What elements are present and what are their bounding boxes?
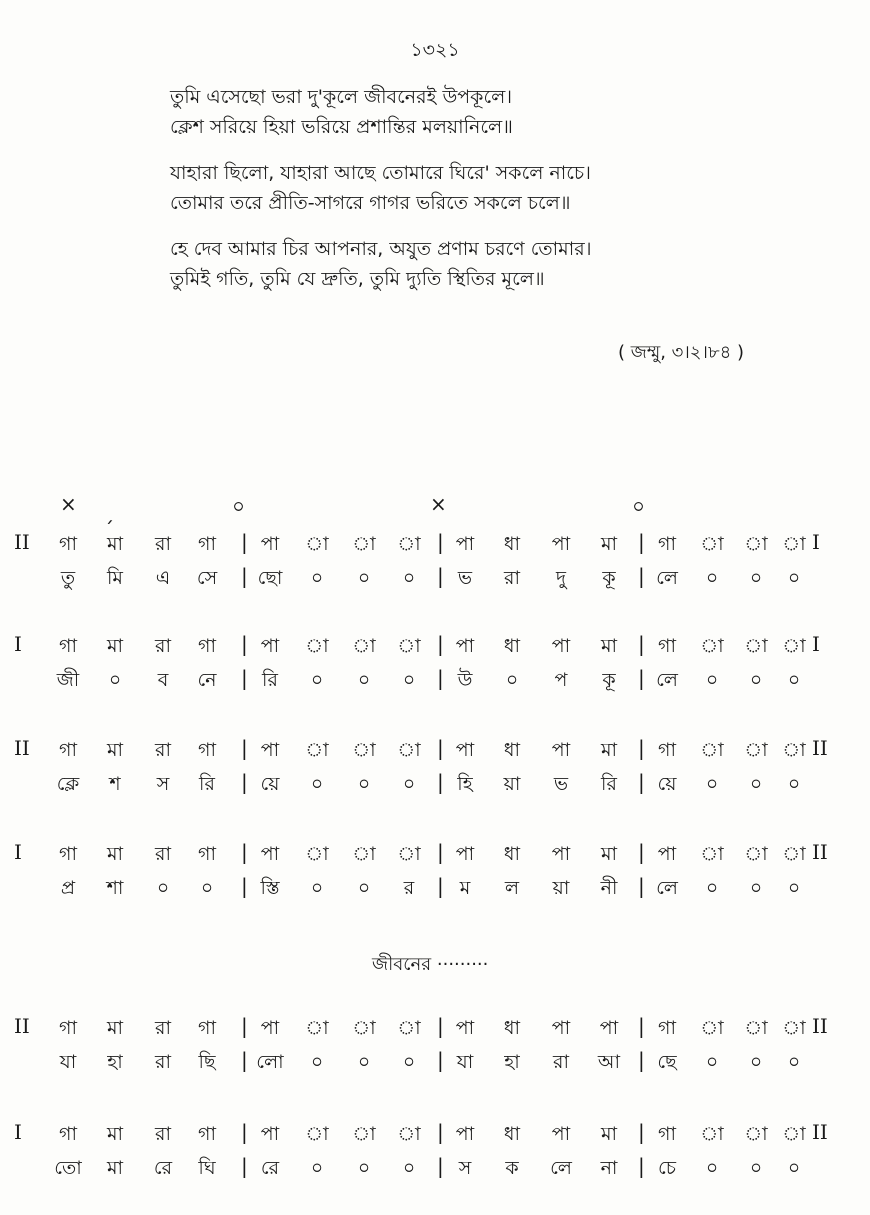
lyric-syllable: লে xyxy=(656,567,678,589)
swara-note: া xyxy=(352,1123,376,1145)
swara-note: া xyxy=(700,533,724,555)
lyric-syllable: ০ xyxy=(357,877,371,899)
swara-note: পা xyxy=(599,1017,619,1039)
lyric-syllable: ছো xyxy=(257,567,283,589)
bar-divider: | xyxy=(241,1154,248,1178)
swara-note: গা xyxy=(59,843,77,865)
bar-divider: | xyxy=(241,1120,248,1144)
section-caption: জীবনের ········· xyxy=(372,954,489,975)
lyric-syllable: ০ xyxy=(357,669,371,691)
lyric-syllable: হি xyxy=(457,773,473,795)
swara-note: া xyxy=(744,843,768,865)
notation-system xyxy=(0,1120,870,1190)
lyric-syllable: ক xyxy=(505,1157,519,1179)
notation-system xyxy=(0,736,870,806)
swara-note: া xyxy=(305,739,329,761)
swara-note: পা xyxy=(260,1017,280,1039)
swara-row xyxy=(0,736,870,768)
lyric-line: যাহারা ছিলো, যাহারা আছে তোমারে ঘিরে' সকলে নাচে। xyxy=(170,162,591,184)
start-barline: I xyxy=(14,632,22,656)
swara-note: পা xyxy=(260,533,280,555)
swara-note: া xyxy=(782,739,806,761)
lyric-syllable: উ xyxy=(457,669,473,691)
swara-note: া xyxy=(305,1123,329,1145)
end-barline: II xyxy=(812,736,828,760)
bar-divider: | xyxy=(638,736,645,760)
lyric-syllable: ০ xyxy=(749,669,763,691)
lyric-syllable: না xyxy=(600,1157,618,1179)
swara-note: গা xyxy=(658,1123,676,1145)
lyric-syllable: লে xyxy=(656,877,678,899)
swara-note: া xyxy=(352,533,376,555)
swara-note: া xyxy=(782,1017,806,1039)
lyric-line: তুমি এসেছো ভরা দু'কূলে জীবনেরই উপকূলে। xyxy=(170,86,513,108)
lyric-syllable: ০ xyxy=(357,1157,371,1179)
swara-note: গা xyxy=(59,739,77,761)
swara-note: া xyxy=(305,1017,329,1039)
bar-divider: | xyxy=(241,874,248,898)
swara-note: গা xyxy=(198,1123,216,1145)
lyric-syllable: ০ xyxy=(787,1051,801,1073)
lyric-line: তুমিই গতি, তুমি যে দ্রুতি, তুমি দ্যুতি স্থিতির মূলে॥ xyxy=(170,268,545,290)
tala-mark-khali: ০ xyxy=(632,494,646,518)
bar-divider: | xyxy=(638,840,645,864)
swara-note: া xyxy=(352,1017,376,1039)
bar-divider: | xyxy=(437,1048,444,1072)
bar-divider: | xyxy=(241,736,248,760)
lyric-syllable: হা xyxy=(504,1051,520,1073)
swara-note: পা xyxy=(260,635,280,657)
swara-note: রা xyxy=(155,843,171,865)
swara-note: রা xyxy=(155,1123,171,1145)
swara-note: া xyxy=(782,533,806,555)
lyric-syllable: র xyxy=(403,877,415,899)
notation-system xyxy=(0,632,870,702)
swara-row xyxy=(0,1014,870,1046)
lyric-syllable: কূ xyxy=(602,567,616,589)
swara-note: া xyxy=(397,1017,421,1039)
swara-row xyxy=(0,632,870,664)
start-barline: II xyxy=(14,530,30,554)
swara-note: রা xyxy=(155,1017,171,1039)
swara-row xyxy=(0,840,870,872)
lyric-line: ক্লেশ সরিয়ে হিয়া ভরিয়ে প্রশান্তির মলয়ানিলে॥ xyxy=(170,116,513,138)
lyric-syllable: ০ xyxy=(749,773,763,795)
lyric-line: হে দেব আমার চির আপনার, অযুত প্রণাম চরণে তোমার। xyxy=(170,238,592,260)
swara-note: পা xyxy=(551,1017,571,1039)
bar-divider: | xyxy=(437,632,444,656)
lyric-syllable: লো xyxy=(256,1051,284,1073)
swara-note: ধা xyxy=(503,1123,521,1145)
lyric-syllable: ০ xyxy=(705,669,719,691)
lyric-syllable: ০ xyxy=(402,1051,416,1073)
swara-note: মা xyxy=(600,1123,618,1145)
lyric-syllable: যা xyxy=(59,1051,77,1073)
lyric-syllable: ০ xyxy=(402,1157,416,1179)
swara-note: গা xyxy=(59,1017,77,1039)
bar-divider: | xyxy=(241,770,248,794)
swara-note: া xyxy=(744,1017,768,1039)
end-barline: I xyxy=(812,632,820,656)
lyric-syllable: ০ xyxy=(310,567,324,589)
stanza-2 xyxy=(170,158,810,218)
bar-divider: | xyxy=(437,666,444,690)
swara-note: া xyxy=(700,739,724,761)
swara-note: ধা xyxy=(503,843,521,865)
swara-note: া xyxy=(305,843,329,865)
lyric-syllable: এ xyxy=(155,567,171,589)
lyric-row xyxy=(0,564,870,596)
lyric-line: তোমার তরে প্রীতি-সাগরে গাগর ভরিতে সকলে চলে॥ xyxy=(170,192,571,214)
swara-note: পা xyxy=(551,1123,571,1145)
swara-note: া xyxy=(352,635,376,657)
swara-note: পা xyxy=(260,739,280,761)
end-barline: II xyxy=(812,840,828,864)
swara-note: পা xyxy=(551,843,571,865)
lyric-syllable: ল xyxy=(504,877,520,899)
lyric-syllable: ০ xyxy=(156,877,170,899)
swara-note: পা xyxy=(455,1017,475,1039)
lyric-syllable: ০ xyxy=(705,1051,719,1073)
bar-divider: | xyxy=(437,770,444,794)
swara-note: পা xyxy=(455,1123,475,1145)
lyric-syllable: ০ xyxy=(357,1051,371,1073)
bar-divider: | xyxy=(638,530,645,554)
swara-note: গা xyxy=(59,533,77,555)
lyric-syllable: ০ xyxy=(310,1157,324,1179)
lyric-syllable: ০ xyxy=(749,1051,763,1073)
lyric-syllable: কূ xyxy=(602,669,616,691)
lyric-syllable: রা xyxy=(155,1051,171,1073)
lyric-row xyxy=(0,1048,870,1080)
lyric-syllable: ০ xyxy=(705,1157,719,1179)
swara-note: মা xyxy=(106,635,124,657)
date-note: ( জম্মু, ৩।২।৮৪ ) xyxy=(618,342,745,363)
end-barline: II xyxy=(812,1120,828,1144)
bar-divider: | xyxy=(241,1048,248,1072)
lyric-syllable: নে xyxy=(197,669,217,691)
lyric-syllable: ০ xyxy=(505,669,519,691)
lyric-syllable: রি xyxy=(601,773,617,795)
lyric-row xyxy=(0,770,870,802)
lyric-syllable: দু xyxy=(556,567,566,589)
swara-note: পা xyxy=(455,843,475,865)
lyric-syllable: চে xyxy=(658,1157,676,1179)
swara-note: মা xyxy=(106,1123,124,1145)
swara-note: া xyxy=(305,635,329,657)
swara-note: া xyxy=(700,843,724,865)
swara-note: া xyxy=(700,1017,724,1039)
lyric-syllable: জী xyxy=(56,669,80,691)
bar-divider: | xyxy=(437,1014,444,1038)
swara-note: গা xyxy=(198,635,216,657)
lyric-syllable: ০ xyxy=(310,773,324,795)
swara-note: ধা xyxy=(503,1017,521,1039)
swara-note: া xyxy=(782,843,806,865)
lyric-syllable: রি xyxy=(199,773,215,795)
swara-note: া xyxy=(700,1123,724,1145)
lyric-syllable: প্র xyxy=(60,877,76,899)
swara-note: পা xyxy=(551,533,571,555)
lyric-row xyxy=(0,666,870,698)
bar-divider: | xyxy=(638,1014,645,1038)
start-barline: II xyxy=(14,1014,30,1038)
stanza-1 xyxy=(170,82,810,142)
swara-note: পা xyxy=(551,635,571,657)
bar-divider: | xyxy=(241,564,248,588)
bar-divider: | xyxy=(241,666,248,690)
lyric-row xyxy=(0,1154,870,1186)
bar-divider: | xyxy=(437,530,444,554)
lyric-syllable: ছি xyxy=(198,1051,216,1073)
swara-note: ধা xyxy=(503,533,521,555)
swara-note: পা xyxy=(551,739,571,761)
lyric-syllable: ০ xyxy=(787,1157,801,1179)
lyric-syllable: ০ xyxy=(705,877,719,899)
swara-note: মা xyxy=(600,843,618,865)
bar-divider: | xyxy=(241,1014,248,1038)
lyric-syllable: ০ xyxy=(402,669,416,691)
bar-divider: | xyxy=(241,840,248,864)
start-barline: I xyxy=(14,1120,22,1144)
lyric-syllable: রি xyxy=(262,669,278,691)
lyric-syllable: ০ xyxy=(402,567,416,589)
tala-mark-sam: × xyxy=(60,492,77,516)
swara-note: গা xyxy=(658,635,676,657)
end-barline: II xyxy=(812,1014,828,1038)
swara-note: পা xyxy=(260,1123,280,1145)
lyric-syllable: ০ xyxy=(749,877,763,899)
lyric-syllable: নী xyxy=(600,877,618,899)
tala-mark-khali: ০ xyxy=(232,494,246,518)
bar-divider: | xyxy=(241,632,248,656)
lyric-syllable: তো xyxy=(54,1157,82,1179)
end-barline: I xyxy=(812,530,820,554)
bar-divider: | xyxy=(638,1048,645,1072)
swara-note: গা xyxy=(59,1123,77,1145)
lyric-syllable: ০ xyxy=(705,773,719,795)
lyric-syllable: রা xyxy=(553,1051,569,1073)
swara-note: গা xyxy=(198,533,216,555)
swara-note: া xyxy=(397,739,421,761)
swara-note: া xyxy=(352,739,376,761)
lyric-syllable: ঘি xyxy=(198,1157,216,1179)
bar-divider: | xyxy=(638,770,645,794)
lyric-syllable: য়া xyxy=(503,773,521,795)
notation-system xyxy=(0,530,870,600)
swara-note: পা xyxy=(455,739,475,761)
lyric-syllable: লে xyxy=(550,1157,572,1179)
swara-note: া xyxy=(744,533,768,555)
lyric-syllable: ০ xyxy=(749,567,763,589)
lyric-syllable: স xyxy=(156,773,170,795)
lyric-syllable: আ xyxy=(597,1051,621,1073)
lyric-syllable: ০ xyxy=(705,567,719,589)
tala-mark-comma: ˏ xyxy=(104,500,114,524)
swara-note: গা xyxy=(198,739,216,761)
lyric-syllable: তু xyxy=(60,567,76,589)
lyric-syllable: রে xyxy=(153,1157,173,1179)
swara-note: মা xyxy=(106,739,124,761)
lyric-syllable: যা xyxy=(456,1051,474,1073)
swara-note: গা xyxy=(198,843,216,865)
lyric-syllable: ভ xyxy=(457,567,473,589)
lyric-syllable: ছে xyxy=(657,1051,677,1073)
lyric-syllable: মা xyxy=(106,1157,124,1179)
swara-note: া xyxy=(305,533,329,555)
lyric-syllable: প xyxy=(554,669,568,691)
tala-mark-sam: × xyxy=(430,492,447,516)
lyric-syllable: লে xyxy=(656,669,678,691)
lyric-syllable: রে xyxy=(260,1157,280,1179)
swara-note: া xyxy=(744,635,768,657)
swara-note: পা xyxy=(260,843,280,865)
lyric-syllable: শ xyxy=(109,773,121,795)
notation-system xyxy=(0,1014,870,1084)
lyric-syllable: ০ xyxy=(310,877,324,899)
lyric-syllable: ভ xyxy=(553,773,569,795)
bar-divider: | xyxy=(638,1154,645,1178)
lyric-syllable: হা xyxy=(107,1051,123,1073)
swara-note: মা xyxy=(600,533,618,555)
swara-note: া xyxy=(397,1123,421,1145)
bar-divider: | xyxy=(437,1120,444,1144)
swara-note: পা xyxy=(455,533,475,555)
swara-note: পা xyxy=(657,843,677,865)
lyric-syllable: ০ xyxy=(310,1051,324,1073)
swara-note: া xyxy=(397,843,421,865)
bar-divider: | xyxy=(437,736,444,760)
swara-note: গা xyxy=(59,635,77,657)
lyric-syllable: ০ xyxy=(200,877,214,899)
lyric-syllable: ম xyxy=(459,877,471,899)
swara-row xyxy=(0,1120,870,1152)
lyrics xyxy=(170,82,810,310)
bar-divider: | xyxy=(241,530,248,554)
start-barline: II xyxy=(14,736,30,760)
lyric-syllable: ০ xyxy=(787,877,801,899)
swara-note: মা xyxy=(106,1017,124,1039)
lyric-syllable: ব xyxy=(157,669,169,691)
lyric-syllable: ০ xyxy=(402,773,416,795)
swara-note: মা xyxy=(600,739,618,761)
swara-note: া xyxy=(782,635,806,657)
lyric-syllable: রা xyxy=(504,567,520,589)
lyric-syllable: য়ে xyxy=(260,773,280,795)
bar-divider: | xyxy=(638,874,645,898)
lyric-syllable: ০ xyxy=(787,669,801,691)
start-barline: I xyxy=(14,840,22,864)
lyric-syllable: ০ xyxy=(749,1157,763,1179)
bar-divider: | xyxy=(638,632,645,656)
lyric-syllable: য়া xyxy=(552,877,570,899)
swara-note: মা xyxy=(106,843,124,865)
swara-note: রা xyxy=(155,533,171,555)
page-number: ১৩২১ xyxy=(410,39,460,61)
swara-note: পা xyxy=(455,635,475,657)
lyric-syllable: ০ xyxy=(310,669,324,691)
swara-note: ধা xyxy=(503,635,521,657)
lyric-row xyxy=(0,874,870,906)
lyric-syllable: শা xyxy=(106,877,124,899)
swara-row xyxy=(0,530,870,562)
swara-note: া xyxy=(782,1123,806,1145)
lyric-syllable: স্তি xyxy=(260,877,280,899)
lyric-syllable: ক্লে xyxy=(56,773,80,795)
swara-note: গা xyxy=(658,1017,676,1039)
swara-note: া xyxy=(397,533,421,555)
lyric-syllable: ০ xyxy=(108,669,122,691)
lyric-syllable: স xyxy=(458,1157,472,1179)
swara-note: া xyxy=(744,1123,768,1145)
swara-note: গা xyxy=(658,739,676,761)
lyric-syllable: সে xyxy=(196,567,218,589)
swara-note: া xyxy=(700,635,724,657)
lyric-syllable: ০ xyxy=(357,567,371,589)
lyric-syllable: ০ xyxy=(787,567,801,589)
bar-divider: | xyxy=(638,666,645,690)
lyric-syllable: ০ xyxy=(787,773,801,795)
lyric-syllable: মি xyxy=(107,567,123,589)
swara-note: া xyxy=(352,843,376,865)
swara-note: রা xyxy=(155,635,171,657)
bar-divider: | xyxy=(638,1120,645,1144)
swara-note: া xyxy=(397,635,421,657)
swara-note: গা xyxy=(198,1017,216,1039)
bar-divider: | xyxy=(437,1154,444,1178)
bar-divider: | xyxy=(437,874,444,898)
swara-note: রা xyxy=(155,739,171,761)
lyric-syllable: য়ে xyxy=(657,773,677,795)
bar-divider: | xyxy=(638,564,645,588)
swara-note: মা xyxy=(600,635,618,657)
lyric-syllable: ০ xyxy=(357,773,371,795)
notation-system xyxy=(0,840,870,910)
swara-note: া xyxy=(744,739,768,761)
tala-marks xyxy=(0,492,870,522)
stanza-3 xyxy=(170,234,810,294)
swara-note: গা xyxy=(658,533,676,555)
swara-note: ধা xyxy=(503,739,521,761)
bar-divider: | xyxy=(437,564,444,588)
swara-note: মা xyxy=(106,533,124,555)
bar-divider: | xyxy=(437,840,444,864)
